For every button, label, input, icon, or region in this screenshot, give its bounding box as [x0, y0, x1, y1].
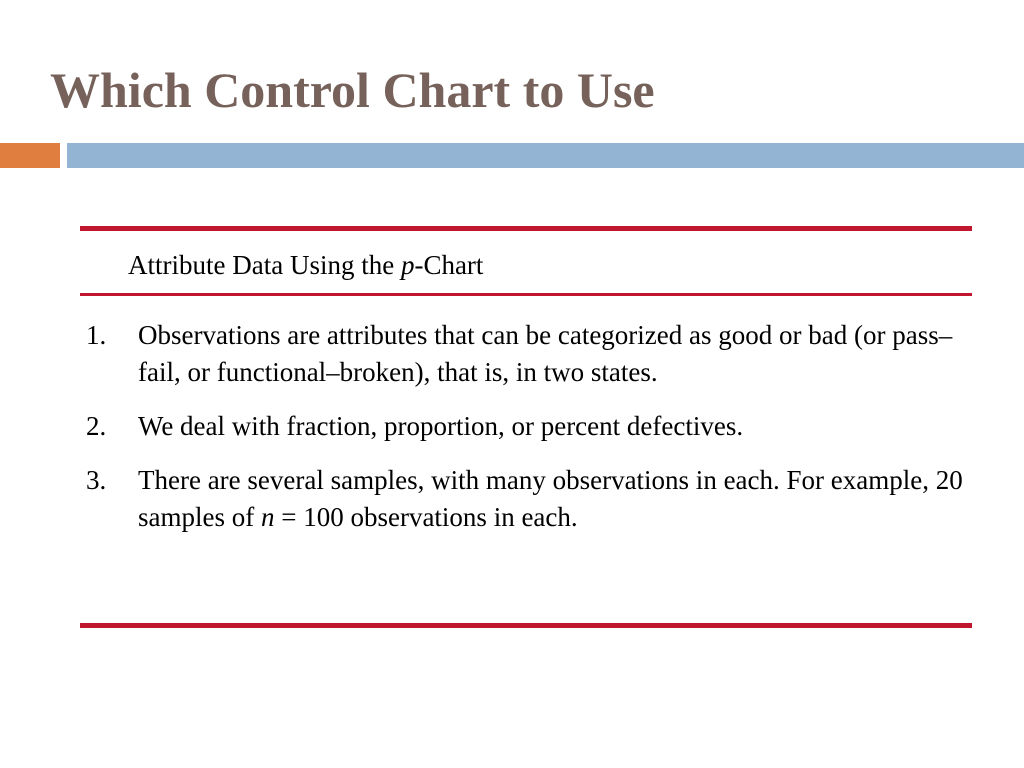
criteria-list — [86, 317, 966, 553]
heading-variable-p: p — [400, 250, 415, 280]
table-bottom-rule — [80, 623, 972, 628]
item-number: 3. — [86, 465, 107, 495]
table-heading — [128, 249, 483, 281]
item-text-before: There are several samples, with many observations in each. For example, 20 samples of — [138, 465, 963, 532]
table-heading-rule — [80, 293, 972, 296]
item-text — [138, 462, 966, 536]
item-text: We deal with fraction, proportion, or percent defectives. — [138, 411, 744, 441]
accent-bar-blue — [67, 143, 1024, 168]
slide-title: Which Control Chart to Use — [50, 62, 655, 118]
item-number: 1. — [86, 320, 107, 350]
item-number: 2. — [86, 411, 107, 441]
table-top-rule — [80, 226, 972, 231]
item-text: Observations are attributes that can be categorized as good or bad (or pass–fail, or functional–broken), that is, in two states. — [138, 320, 953, 387]
item-text-after: = 100 observations in each. — [274, 502, 578, 532]
heading-suffix: -Chart — [414, 250, 484, 280]
list-item-3 — [86, 462, 966, 536]
heading-prefix: Attribute Data Using the — [128, 250, 401, 280]
list-item-1 — [86, 317, 966, 391]
list-item-2 — [86, 408, 966, 445]
item-variable-n: n — [260, 502, 275, 532]
accent-bar-orange — [0, 143, 60, 168]
